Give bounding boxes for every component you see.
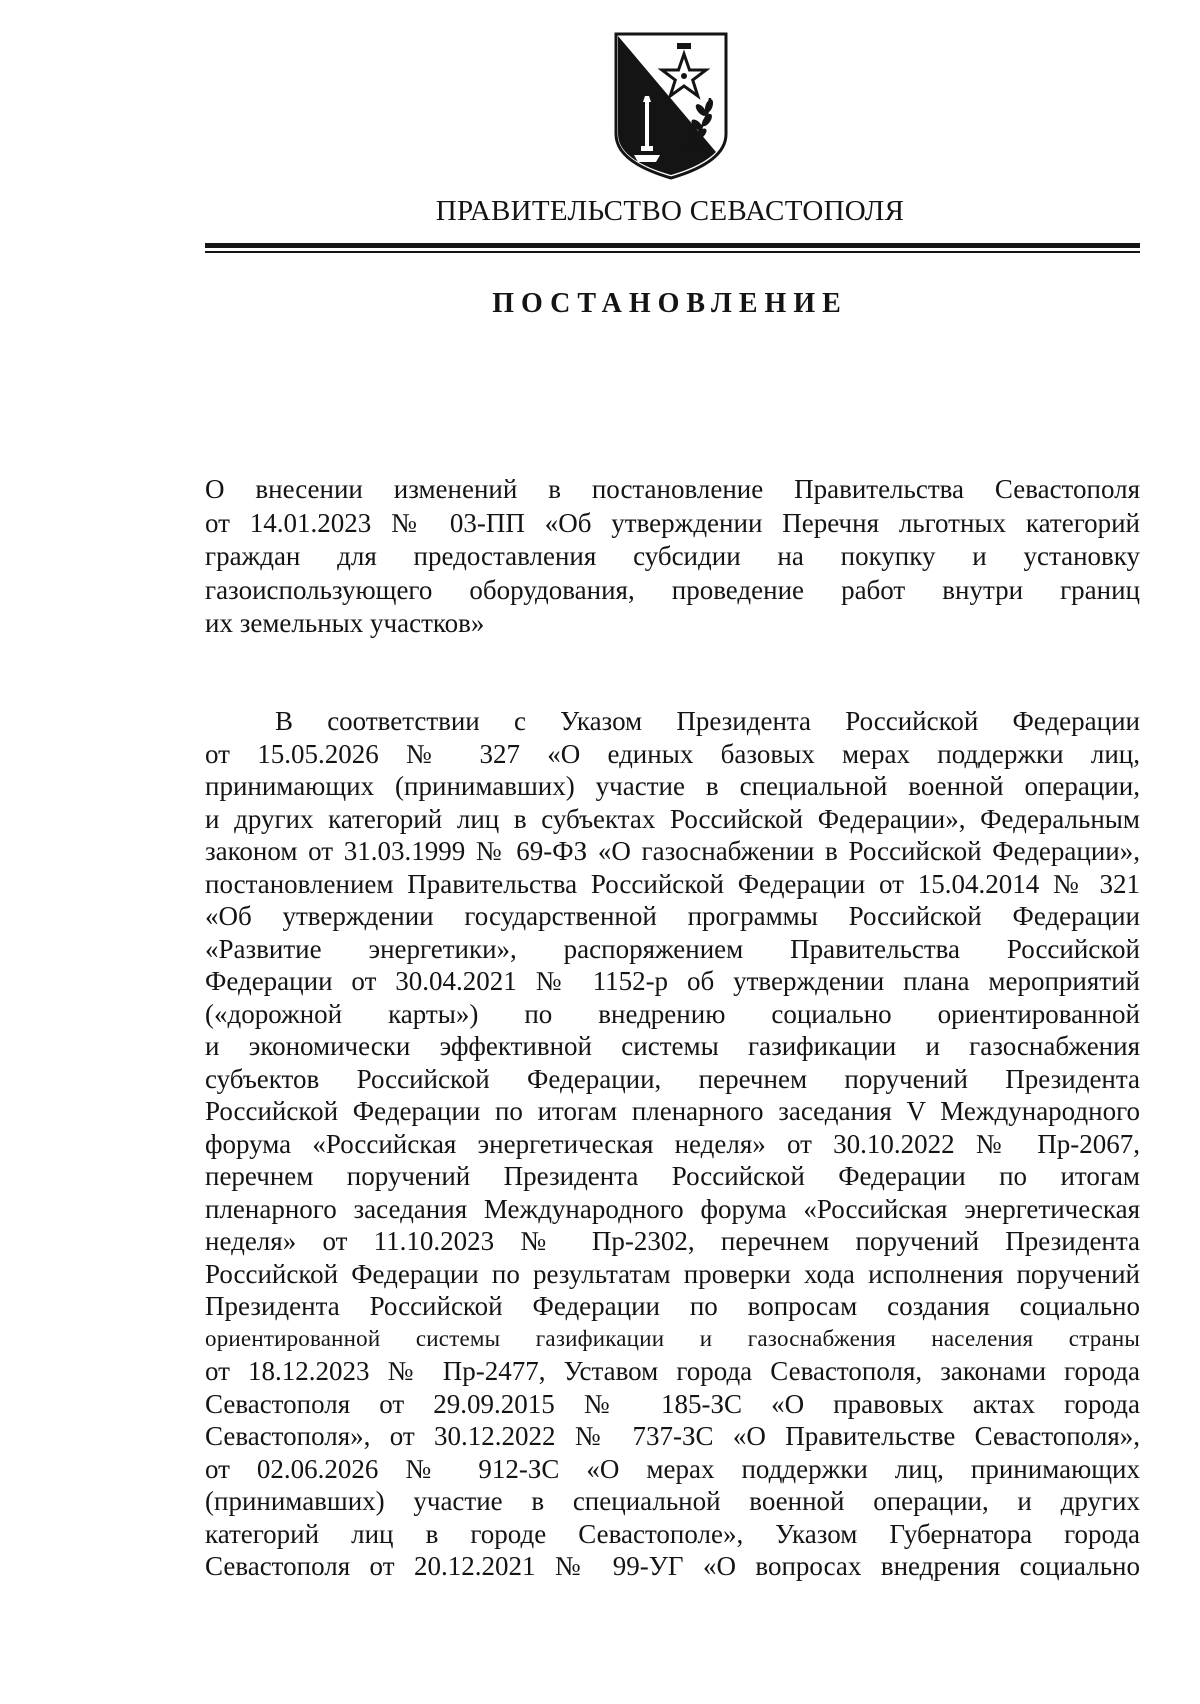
body-line: постановлением Правительства Российской Федерации от 15.04.2014 № 321 [205, 868, 1140, 899]
body-line: и других категорий лиц в субъектах Российской Федерации», Федеральным [205, 803, 1140, 834]
body-line: Федерации от 30.04.2021 № 1152-р об утверждении плана мероприятий [205, 966, 1140, 996]
subject-line: от 14.01.2023 № 03-ПП «Об утверждении Перечня льготных категорий [205, 507, 1140, 538]
body-line: Президента Российской Федерации по вопросам создания социально [205, 1291, 1140, 1321]
body-line: В соответствии с Указом Президента Российской Федерации [275, 706, 1140, 736]
body-line: Российской Федерации по итогам пленарного заседания V Международного [205, 1096, 1140, 1126]
body-line: категорий лиц в городе Севастополе», Указом Губернатора города [205, 1518, 1140, 1549]
document-body [205, 705, 1140, 1583]
body-line: и экономически эффективной системы газификации и газоснабжения [205, 1031, 1140, 1061]
body-line: («дорожной карты») по внедрению социально ориентированной [205, 998, 1140, 1029]
body-line: принимающих (принимавших) участие в специальной военной операции, [205, 771, 1140, 801]
body-line: Севастополя от 20.12.2021 № 99-УГ «О вопросах внедрения социально [205, 1551, 1140, 1581]
body-line: ориентированной системы газификации и газоснабжения населения страны [205, 1325, 1140, 1351]
body-line: законом от 31.03.1999 № 69-ФЗ «О газоснабжении в Российской Федерации», [205, 836, 1140, 866]
header-rule-thin [205, 251, 1140, 253]
document-subject [205, 473, 1140, 641]
body-line: «Об утверждении государственной программы Российской Федерации [205, 901, 1140, 931]
sevastopol-coat-of-arms-icon [612, 30, 730, 182]
body-line: Севастополя от 29.09.2015 № 185-ЗС «О правовых актах города [205, 1388, 1140, 1419]
body-line: «Развитие энергетики», распоряжением Правительства Российской [205, 933, 1140, 964]
body-line: неделя» от 11.10.2023 № Пр-2302, перечнем поручений Президента [205, 1226, 1140, 1256]
subject-line: граждан для предоставления субсидии на покупку и установку [205, 541, 1140, 571]
body-line: от 18.12.2023 № Пр-2477, Уставом города Севастополя, законами города [205, 1356, 1140, 1386]
document-type-title: ПОСТАНОВЛЕНИЕ [492, 288, 848, 319]
header-rule-thick [205, 243, 1140, 248]
subject-line: их земельных участков» [205, 608, 485, 638]
body-line: (принимавших) участие в специальной военной операции, и других [205, 1486, 1140, 1516]
body-line: пленарного заседания Международного форума «Российская энергетическая [205, 1193, 1140, 1224]
body-line: субъектов Российской Федерации, перечнем поручений Президента [205, 1063, 1140, 1094]
body-line: форума «Российская энергетическая неделя» от 30.10.2022 № Пр-2067, [205, 1128, 1140, 1159]
subject-line: газоиспользующего оборудования, проведение работ внутри границ [205, 574, 1140, 605]
body-line: перечнем поручений Президента Российской Федерации по итогам [205, 1161, 1140, 1191]
body-line: Российской Федерации по результатам проверки хода исполнения поручений [205, 1258, 1140, 1289]
subject-line: О внесении изменений в постановление Правительства Севастополя [205, 474, 1140, 504]
body-line: от 15.05.2026 № 327 «О единых базовых мерах поддержки лиц, [205, 738, 1140, 769]
body-line: от 02.06.2026 № 912-ЗС «О мерах поддержки лиц, принимающих [205, 1453, 1140, 1484]
body-line: Севастополя», от 30.12.2022 № 737-ЗС «О Правительстве Севастополя», [205, 1421, 1140, 1451]
organization-name: ПРАВИТЕЛЬСТВО СЕВАСТОПОЛЯ [435, 195, 905, 227]
